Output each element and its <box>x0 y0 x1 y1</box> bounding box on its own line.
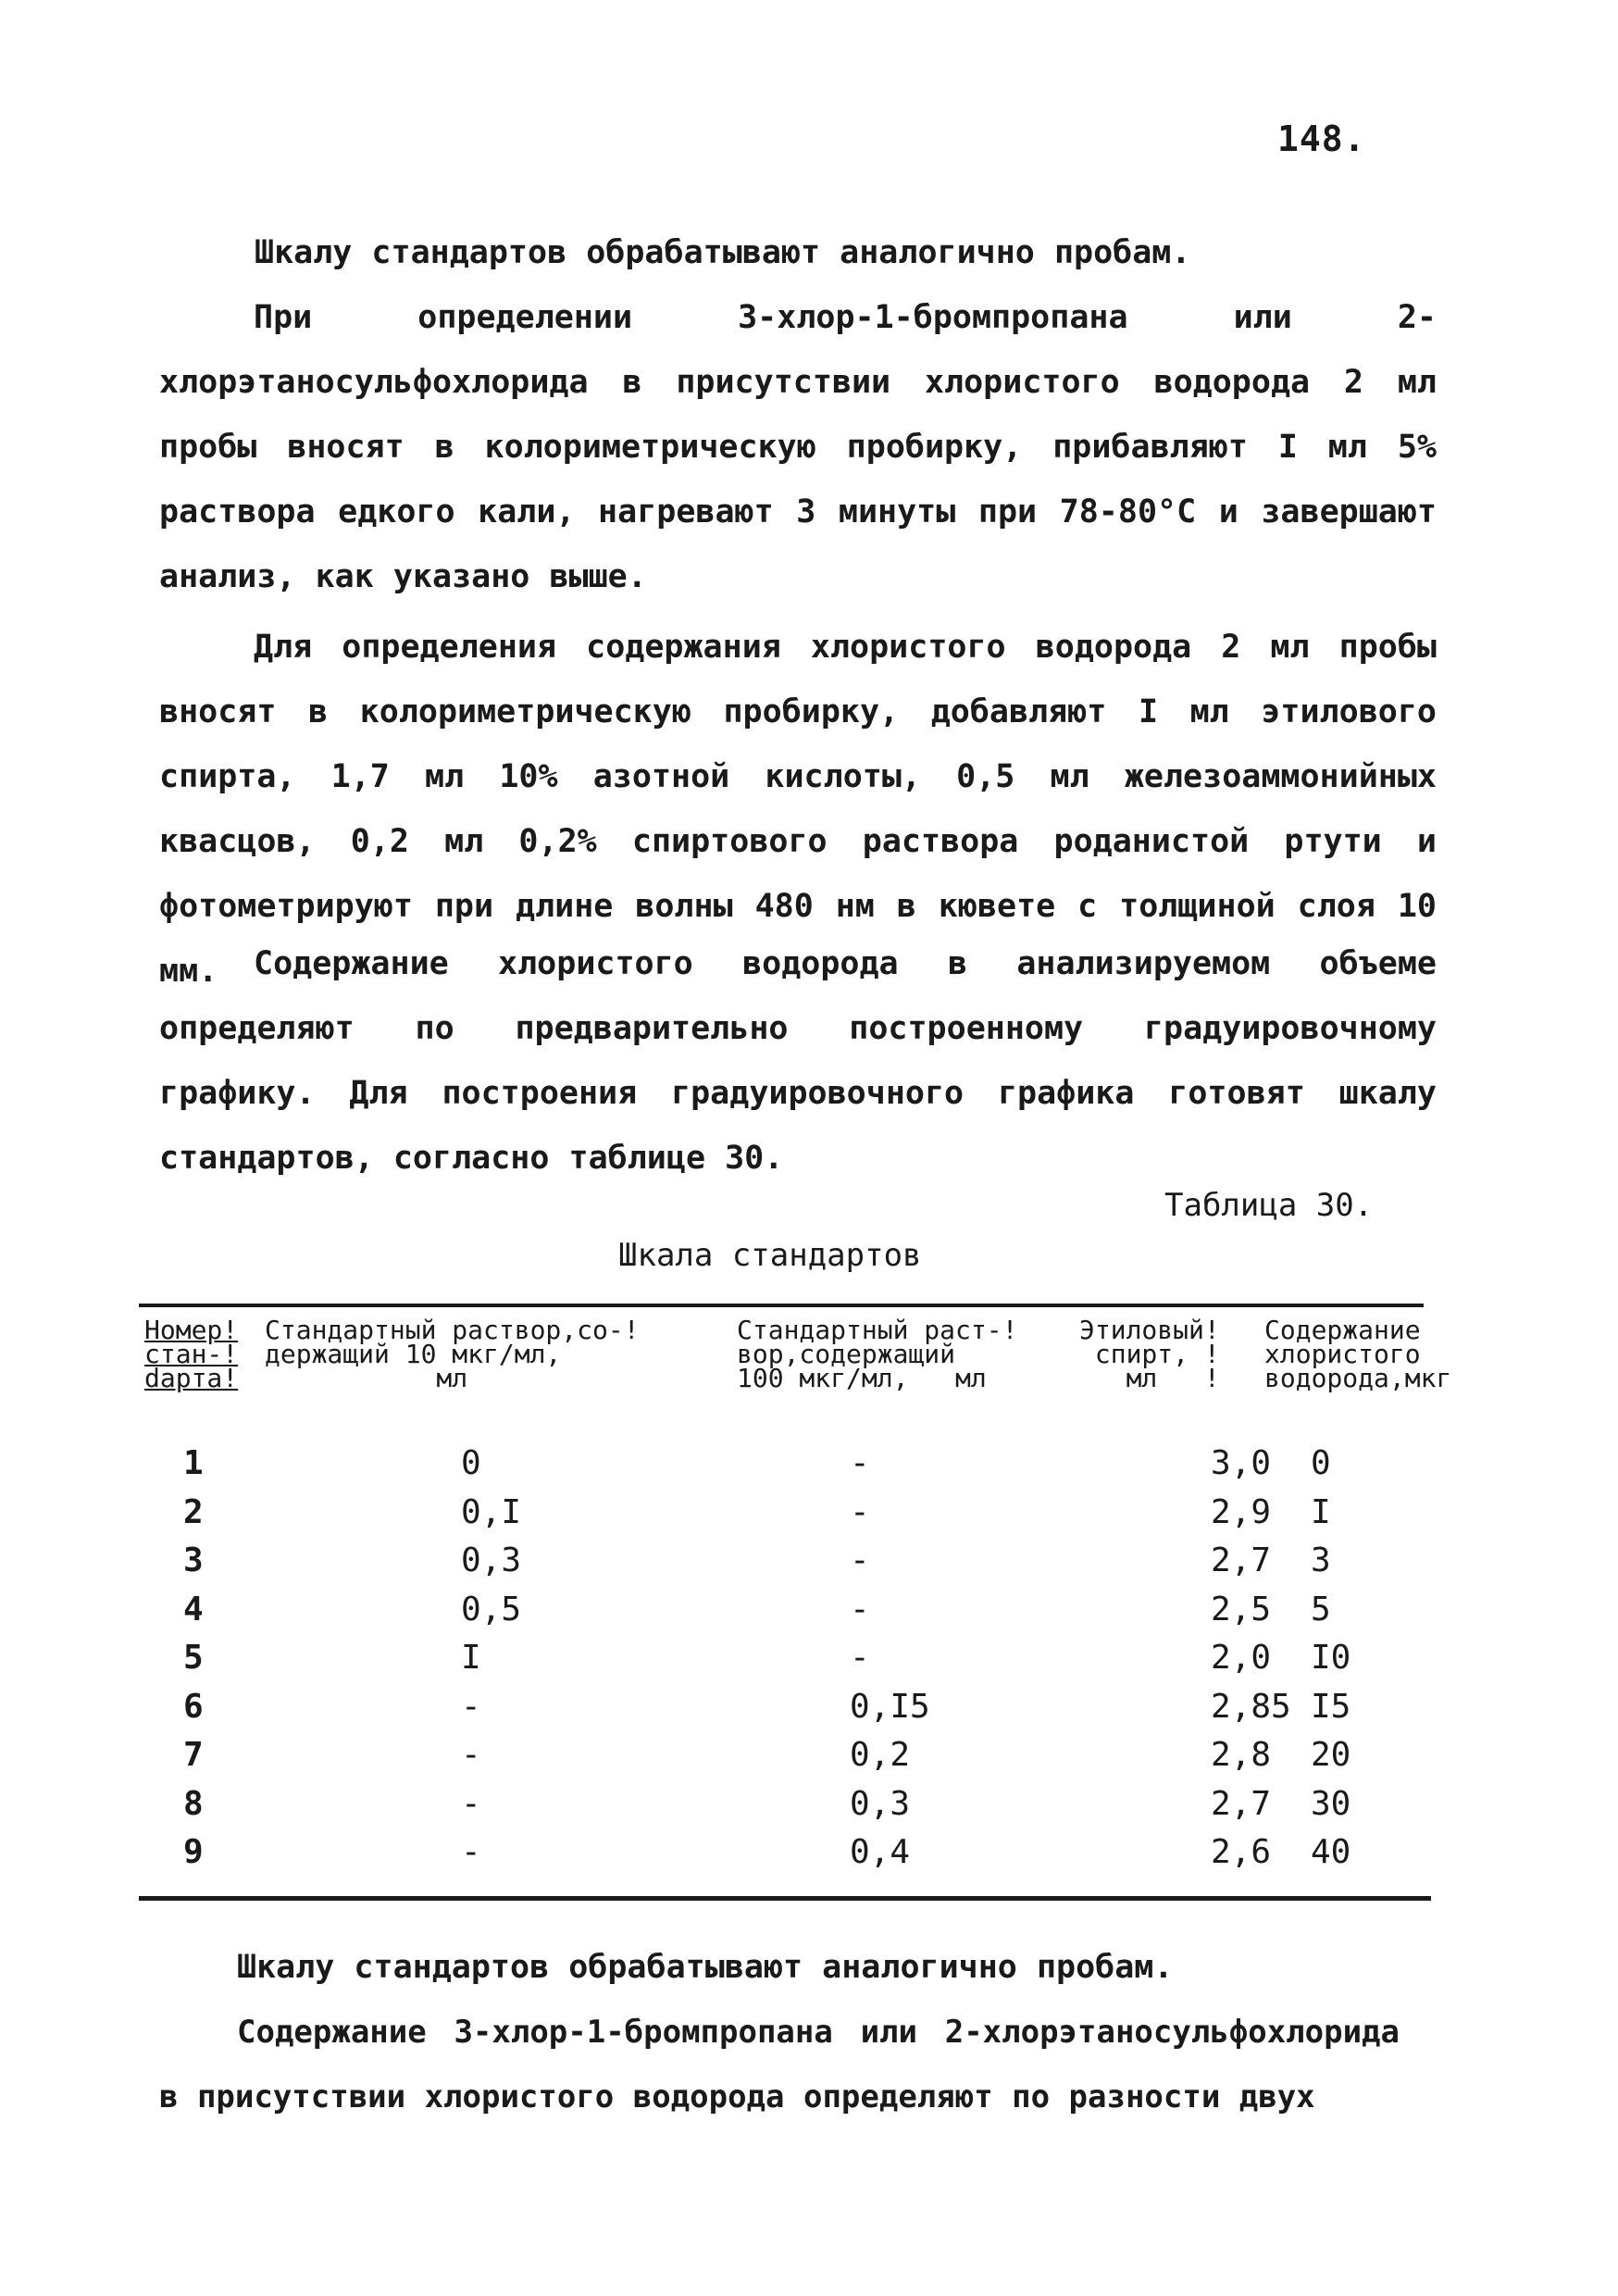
cell-content: 30 <box>1311 1784 1351 1823</box>
cell-standard-100: 0,3 <box>850 1784 911 1823</box>
cell-standard-100: 0,2 <box>850 1736 911 1774</box>
table-body <box>0 1440 1618 1878</box>
cell-standard-10: - <box>461 1833 481 1871</box>
cell-content: 5 <box>1311 1590 1331 1628</box>
cell-content: I <box>1311 1492 1331 1531</box>
cell-standard-10: - <box>461 1687 481 1726</box>
cell-ethanol: 2,8 <box>1211 1736 1272 1774</box>
cell-number: 8 <box>183 1784 204 1823</box>
header-standard-10: Стандартный раствор,со-! держащий 10 мкг/мл, мл <box>265 1315 640 1393</box>
cell-content: 20 <box>1311 1736 1351 1774</box>
table-row <box>0 1828 1618 1878</box>
cell-content: I5 <box>1311 1687 1351 1726</box>
paragraph-scale-processing: Шкалу стандартов обрабатывают аналогично пробам. <box>255 234 1191 271</box>
table-label: Таблица 30. <box>1164 1187 1374 1224</box>
cell-number: 3 <box>183 1541 204 1579</box>
paragraph-scale-processing-2: Шкалу стандартов обрабатывают аналогично пробам. <box>237 1949 1174 1986</box>
cell-standard-100: - <box>850 1492 870 1531</box>
table-row <box>0 1683 1618 1732</box>
cell-ethanol: 2,7 <box>1211 1541 1272 1579</box>
cell-standard-100: - <box>850 1541 870 1579</box>
cell-number: 1 <box>183 1444 204 1482</box>
cell-ethanol: 2,85 <box>1211 1687 1291 1726</box>
cell-standard-100: 0,I5 <box>850 1687 930 1726</box>
cell-standard-10: 0 <box>461 1444 481 1482</box>
table-top-rule <box>139 1304 1424 1307</box>
cell-content: 3 <box>1311 1541 1331 1579</box>
cell-standard-10: 0,I <box>461 1492 522 1531</box>
header-standard-100: Стандартный раст-! вор,содержащий 100 мкг/мл, мл <box>737 1315 1018 1393</box>
cell-number: 4 <box>183 1590 204 1628</box>
cell-ethanol: 2,7 <box>1211 1784 1272 1823</box>
paragraph-determination-method: При определении 3-хлор-1-бромпропана или 2-хлорэтаносульфохлорида в присутствии хлористого водорода 2 мл пробы вносят в колориметрическую пробирку, прибавляют I мл 5% раствора едкого кали, нагревают 3 минуты при 78-80°С и завершают анализ, как указано выше. <box>159 299 1437 595</box>
cell-content: 40 <box>1311 1833 1351 1871</box>
cell-standard-100: - <box>850 1444 870 1482</box>
cell-standard-10: 0,3 <box>461 1541 522 1579</box>
table-row <box>0 1634 1618 1683</box>
table-row <box>0 1440 1618 1489</box>
cell-ethanol: 2,0 <box>1211 1639 1272 1677</box>
header-number: Номер! стан-! dарта! <box>144 1315 239 1393</box>
cell-standard-100: - <box>850 1590 870 1628</box>
paragraph-hcl-determination: Для определения содержания хлористого водорода 2 мл пробы вносят в колориметрическую пробирку, добавляют I мл этилового спирта, 1,7 мл 10% азотной кислоты, 0,5 мл железоаммонийных квасцов, 0,2 мл 0,2% спиртового раствора роданистой ртути и фотометрируют при длине волны 480 нм в кювете с толщиной слоя 10 мм. <box>159 629 1437 990</box>
cell-standard-10: - <box>461 1736 481 1774</box>
cell-content: I0 <box>1311 1639 1351 1677</box>
table-title: Шкала стандартов <box>618 1237 922 1274</box>
cell-ethanol: 3,0 <box>1211 1444 1272 1482</box>
cell-standard-10: I <box>461 1639 481 1677</box>
table-row <box>0 1489 1618 1538</box>
cell-ethanol: 2,6 <box>1211 1833 1272 1871</box>
cell-number: 7 <box>183 1736 204 1774</box>
page-number: 148. <box>1277 119 1366 159</box>
cell-standard-100: 0,4 <box>850 1833 911 1871</box>
table-row <box>0 1537 1618 1586</box>
cell-ethanol: 2,9 <box>1211 1492 1272 1531</box>
cell-standard-100: - <box>850 1639 870 1677</box>
table-row <box>0 1586 1618 1635</box>
cell-number: 9 <box>183 1833 204 1871</box>
cell-standard-10: - <box>461 1784 481 1823</box>
table-row <box>0 1731 1618 1780</box>
table-row <box>0 1780 1618 1829</box>
cell-ethanol: 2,5 <box>1211 1590 1272 1628</box>
cell-standard-10: 0,5 <box>461 1590 522 1628</box>
cell-content: 0 <box>1311 1444 1331 1482</box>
cell-number: 5 <box>183 1639 204 1677</box>
paragraph-difference: Содержание 3-хлор-1-бромпропана или 2-хлорэтаносульфохлорида в присутствии хлористого водорода определяют по разности двух <box>159 2014 1400 2115</box>
paragraph-calibration: Содержание хлористого водорода в анализируемом объеме определяют по предварительно построенному градуировочному графику. Для построения градуировочного графика готовят шкалу стандартов, согласно таблице 30. <box>159 945 1437 1177</box>
cell-number: 6 <box>183 1687 204 1726</box>
header-ethanol: Этиловый! спирт, ! мл ! <box>1079 1315 1220 1393</box>
cell-number: 2 <box>183 1492 204 1531</box>
header-content: Содержание хлористого водорода,мкг <box>1264 1315 1452 1393</box>
table-bottom-rule <box>139 1896 1431 1901</box>
